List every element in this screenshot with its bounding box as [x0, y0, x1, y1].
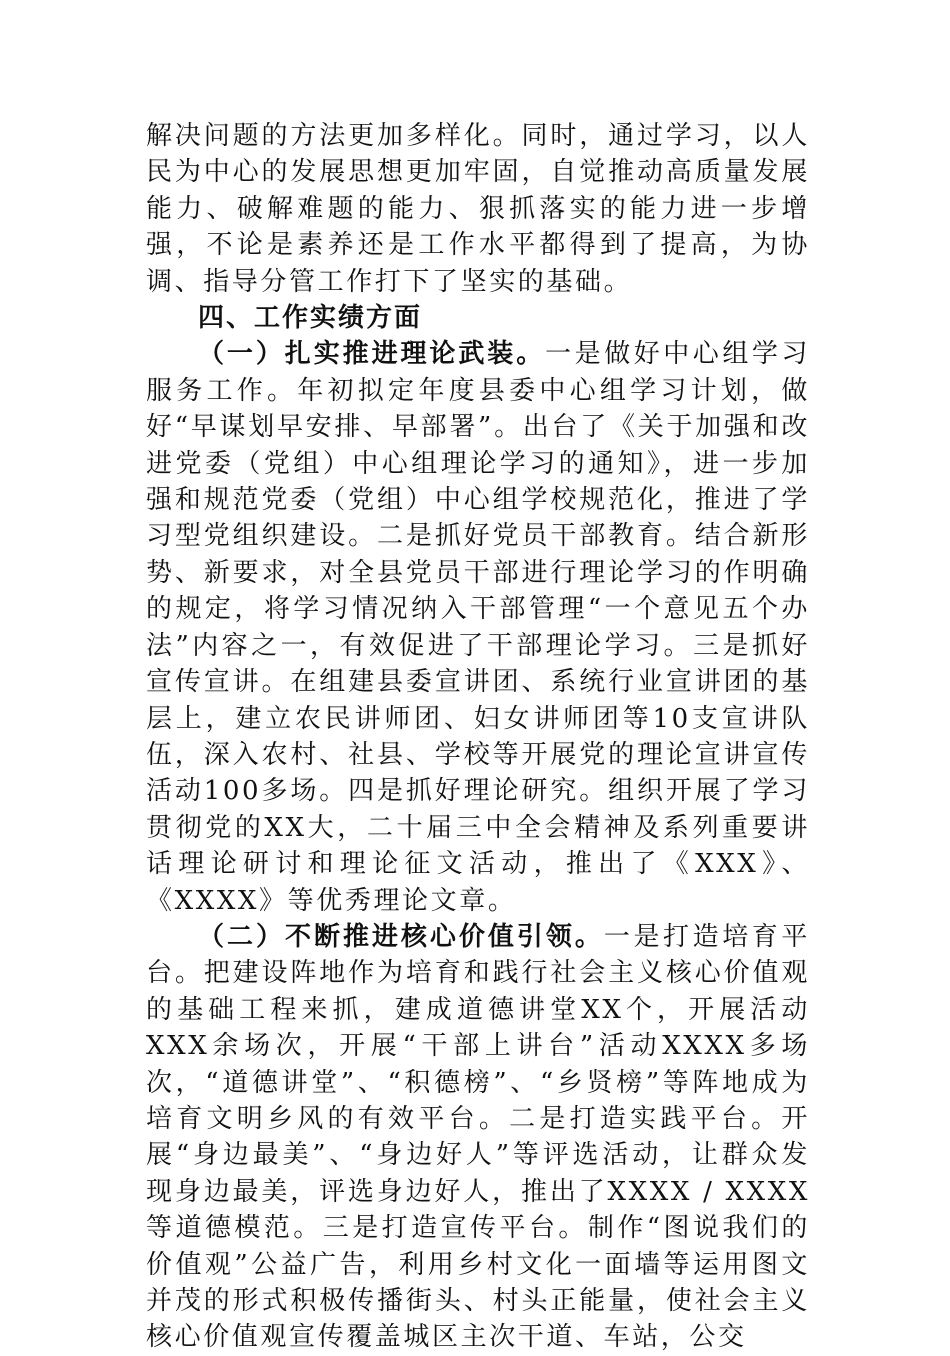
subsection-1-title: （一）扎实推进理论武装。 [198, 339, 546, 370]
subsection-1-body: 一是做好中心组学习服务工作。年初拟定年度县委中心组学习计划，做好“早谋划早安排、早部署”。出台了《关于加强和改进党委（党组）中心组理论学习的通知》，进一步加强和规范党委（党组）中心组学校规范化，推进了学习型党组织建设。二是抓好党员干部教育。结合新形势、新要求，对全县党员干部进行理论学习的作明确的规定，将学习情况纳入干部管理“一个意见五个办法”内容之一，有效促进了干部理论学习。三是抓好宣传宣讲。在组建县委宣讲团、系统行业宣讲团的基层上，建立农民讲师团、妇女讲师团等10支宣讲队伍，深入农村、社县、学校等开展党的理论宣讲宣传活动100多场。四是抓好理论研究。组织开展了学习贯彻党的XX大，二十届三中全会精神及系列重要讲话理论研讨和理论征文活动，推出了《XXX》、《XXXX》等优秀理论文章。 [146, 339, 810, 916]
subsection-2-paragraph [146, 919, 810, 1356]
intro-paragraph: 解决问题的方法更加多样化。同时，通过学习，以人民为中心的发展思想更加牢固，自觉推动高质量发展能力、破解难题的能力、狠抓落实的能力进一步增强，不论是素养还是工作水平都得到了提高，为协调、指导分管工作打下了坚实的基础。 [146, 121, 810, 297]
section-heading: 四、工作实绩方面 [198, 303, 423, 334]
subsection-2-body: 一是打造培育平台。把建设阵地作为培育和践行社会主义核心价值观的基础工程来抓，建成道德讲堂XX个，开展活动XXX余场次，开展“干部上讲台”活动XXXX多场次，“道德讲堂”、“积德榜”、“乡贤榜”等阵地成为培育文明乡风的有效平台。二是打造实践平台。开展“身边最美”、“身边好人”等评选活动，让群众发现身边最美，评选身边好人，推出了XXXX / XXXX等道德模范。三是打造宣传平台。制作“图说我们的价值观”公益广告，利用乡村文化一面墙等运用图文并茂的形式积极传播街头、村头正能量，使社会主义核心价值观宣传覆盖城区主次干道、车站，公交 [146, 921, 810, 1353]
subsection-1-paragraph [146, 336, 810, 919]
document-page [146, 118, 810, 1356]
subsection-2-title: （二）不断推进核心价值引领。 [198, 921, 604, 952]
